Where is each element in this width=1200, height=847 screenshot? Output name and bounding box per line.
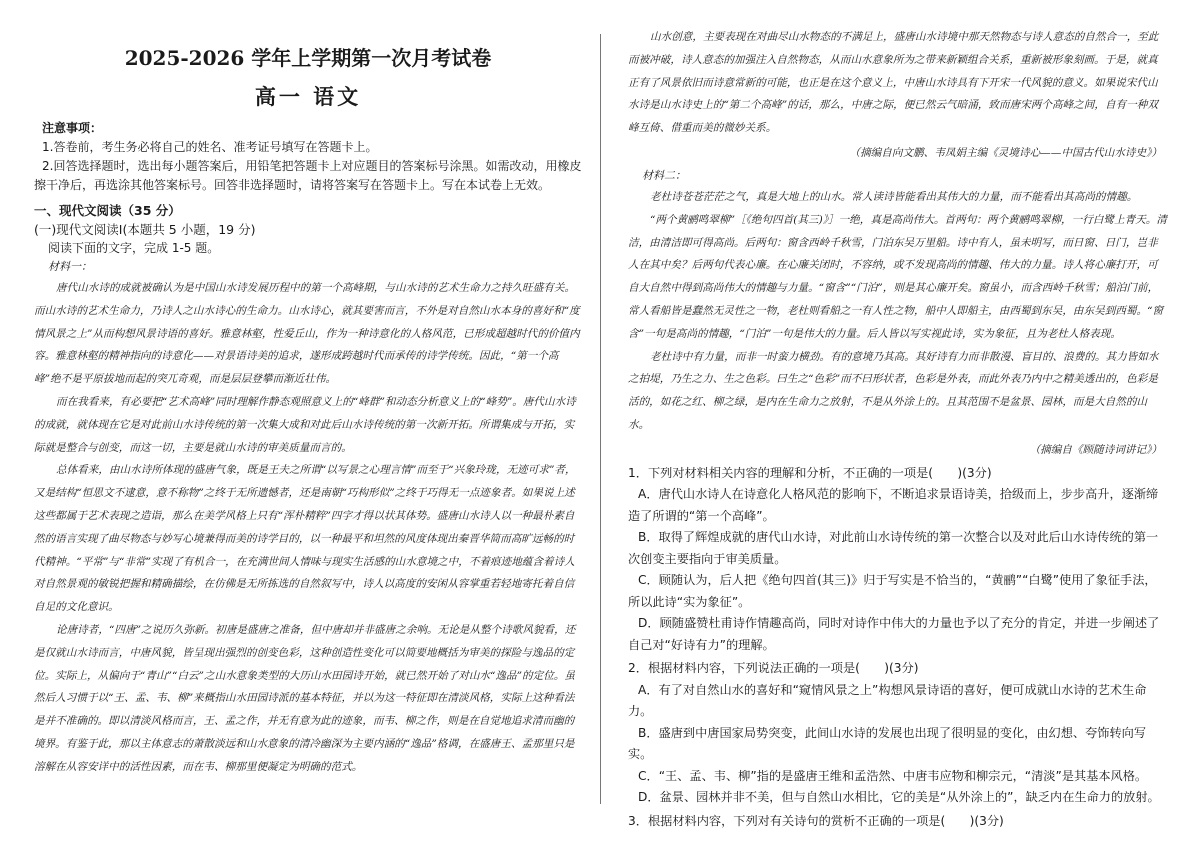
- material-paragraph: 老杜诗中有力量，而非一时蛮力横劲。有的意境乃其高。其好诗有力而非散漫、盲目的、浪费的。其力皆如水之拍堤，乃生之力、生之色彩。曰生之“色彩”而不曰形状者，色彩是外表，而此外表乃内中之精美透出的，色彩是活的，如花之红、柳之绿，是内在生命力之放射，不是从外涂上的。且其范围不是盆景、园林，而是大自然的山水。: [628, 350, 1159, 431]
- section-heading: 一、现代文阅读（35 分）: [34, 203, 181, 218]
- left-column: [34, 26, 582, 779]
- question-1: 1．下列对材料相关内容的理解和分析，不正确的一项是( )(3分): [628, 465, 992, 480]
- option-b: B．盛唐到中唐国家局势突变，此间山水诗的发展也出现了很明显的变化，由幻想、夸饰转向写实。: [628, 725, 1147, 762]
- source-citation: （摘编自《顾随诗词讲记》）: [1029, 443, 1162, 456]
- subsection-heading: (一)现代文阅读Ⅰ(本题共 5 小题，19 分): [34, 222, 256, 237]
- material-label: 材料二：: [642, 168, 686, 182]
- material-label: 材料一：: [48, 260, 92, 273]
- material-paragraph: 山水创意，主要表现在对曲尽山水物态的不满足上，盛唐山水诗境中那天然物态与诗人意态的自然合一，至此而被冲破，诗人意态的加强注入自然物态，从而山水意象所为之带来新颖组合关系，重新被形象刻画。于是，就真正有了风景依旧而诗意常新的可能，也正是在这个意义上，中唐山水诗具有下开宋一代风貌的意义。如果说宋代山水诗是山水诗史上的“第二个高峰”的话，那么，中唐之际，便已然云气暗涌，致而唐宋两个高峰之间，自有一种双峰互倚、借重而美的微妙关系。: [628, 31, 1159, 135]
- option-c: C．顾随认为，后人把《绝句四首(其三)》归于写实是不恰当的，“黄鹂”“白鹭”使用了象征手法，所以此诗“实为象征”。: [628, 573, 1157, 609]
- notice-item: 1.答卷前，考生务必将自己的姓名、准考证号填写在答题卡上。: [42, 140, 378, 154]
- column-divider: [600, 34, 601, 804]
- option-c: C．“王、孟、韦、柳”指的是盛唐王维和孟浩然、中唐韦应物和柳宗元，“清淡”是其基本风格。: [638, 768, 1148, 783]
- exam-title: 2025-2026 学年上学期第一次月考试卷: [124, 46, 492, 70]
- material-paragraph: 总体看来，由山水诗所体现的盛唐气象，既是王夫之所谓“以写景之心理言情”而至于“兴象玲珑，无迹可求”者，又是结构“恒思文不逮意，意不称物”之终于无所遗憾者，还是南朝“巧构形似”之终于巧得无一点迹象者。如果说上述这些都属于艺术表现之造诣，那么在美学风格上只有“浑朴精粹”四字才得以状其体势。盛唐山水诗人以一种最朴素自然的语言实现了曲尽物态与妙写心境兼得而美的诗学目的，以一种最平和坦然的风度体现出秦晋华简而高旷远畅的时代精神。“平常”与“非常”实现了有机合一，在充满世间人情味与现实生活感的山水意境之中，不着痕迹地蕴含着诗人对自然景观的敏锐把握和精确描绘，在仿佛是无所拣选的自然叙写中，诗人以高度的安闲从容掌重若轻地寄托着自信自足的文化意识。: [34, 464, 576, 614]
- notice-heading: 注意事项：: [42, 121, 103, 135]
- option-a: A．有了对自然山水的喜好和“窥情风景之上”构想风景诗语的喜好，便可成就山水诗的艺术生命力。: [628, 682, 1147, 719]
- right-column: [628, 26, 1168, 832]
- material-paragraph: 而在我看来，有必要把“艺术高峰”同时理解作静态观照意义上的“峰群”和动态分析意义上的“峰势”。唐代山水诗的成就，就体现在它是对此前山水诗传统的第一次集大成和对此后山水诗传统的第一次新开拓。所谓集成与开拓，实际就是整合与创变，而这一切，主要是就山水诗的审美质量而言的。: [34, 395, 576, 454]
- source-citation: （摘编自向文鹏、韦凤娟主编《灵境诗心——中国古代山水诗史》）: [849, 146, 1162, 159]
- notice-list: [34, 138, 582, 195]
- reading-instruction: 阅读下面的文字，完成 1-5 题。: [48, 241, 220, 255]
- option-a: A．唐代山水诗人在诗意化人格风范的影响下，不断追求景语诗美，拾级而上，步步高升，逐渐缔造了所谓的“第一个高峰”。: [628, 487, 1159, 523]
- material-paragraph: 唐代山水诗的成就被确认为是中国山水诗发展历程中的第一个高峰期，与山水诗的艺术生命力之持久旺盛有关。而山水诗的艺术生命力，乃诗人之山水诗心的生命力。山水诗心，就其要害而言，不外是对自然山水本身的喜好和“度情风景之上”从而构想风景诗语的喜好。雅意林壑，性爱丘山，作为一种诗意化的人格风范，已形成超越时代的价值内容。雅意林壑的精神指向的诗意化——对景语诗美的追求，遂形成跨越时代而承传的诗学传统。因此，“第一个高峰”绝不是平原拔地而起的突兀奇观，而是层层登攀而渐近壮伟。: [34, 282, 580, 386]
- question-3: 3．根据材料内容，下列对有关诗句的赏析不正确的一项是( )(3分): [628, 813, 1004, 828]
- exam-subtitle: 高一 语文: [254, 84, 362, 109]
- material-paragraph: “两个黄鹂鸣翠柳”［《绝句四首(其三)》］一绝，真是高尚伟大。首两句：两个黄鹂鸣翠柳，一行白鹭上青天。清洁，由清洁即可得高尚。后两句：窗含西岭千秋雪，门泊东吴万里船。诗中有人，虽未明写，而日窗、日门，岂非人在其中矣？后两句代表心廉。在心廉关闭时，不容纳，或不发现高尚的情趣、伟大的力量。诗人将心廉打开，可自大自然中得到高尚伟大的情趣与力量。“窗含”“门泊”，则是其心廉开矣。窗虽小，而含西岭千秋雪；船泊门前，常人看船皆是蠢然无灵性之一物，老杜则看船之一有人性之物，船中人即船主，由西蜀到东吴，由东吴到西蜀。“窗含”一句是高尚的情趣，“门泊”一句是伟大的力量。后人皆以写实视此诗，实为象征，且为老杜人格表现。: [628, 213, 1167, 340]
- notice-item: 2.回答选择题时，选出每小题答案后，用铅笔把答题卡上对应题目的答案标号涂黑。如需改动，用橡皮擦干净后，再选涂其他答案标号。回答非选择题时，请将答案写在答题卡上。写在本试卷上无效。: [34, 159, 582, 192]
- question-2: 2．根据材料内容，下列说法正确的一项是( )(3分): [628, 661, 919, 676]
- option-d: D．顾随盛赞杜甫诗作情趣高尚，同时对诗作中伟大的力量也予以了充分的肯定，并进一步阐述了自己对“好诗有力”的理解。: [628, 616, 1160, 652]
- option-d: D．盆景、园林并非不美，但与自然山水相比，它的美是“从外涂上的”，缺乏内在生命力的放射。: [638, 790, 1160, 805]
- option-b: B．取得了辉煌成就的唐代山水诗，对此前山水诗传统的第一次整合以及对此后山水诗传统的第一次创变主要指向于审美质量。: [628, 530, 1159, 566]
- material-paragraph: 老杜诗苍苍茫茫之气，真是大地上的山水。常人读诗皆能看出其伟大的力量，而不能看出其高尚的情趣。: [650, 190, 1138, 203]
- material-paragraph: 论唐诗者，“四唐”之说历久弥新。初唐是盛唐之准备，但中唐却并非盛唐之余响。无论是从整个诗歌风貌看，还是仅就山水诗而言，中唐风貌，皆呈现出强烈的创变色彩，这种创造性变化可以简要地概括为审美的探险与逸品的定位。实际上，从偏向于“青山”“白云”之山水意象类型的大历山水田园诗开始，就已然开始了对山水“逸品”的定位。虽然后人习惯于以“王、孟、韦、柳”来概指山水田园诗派的基本特征，并以为这一特征即在清淡风格，实际上这种看法是并不准确的。即以清淡风格而言，王、孟之作，并无有意为此的迹象，而韦、柳之作，则是在自觉地追求清而幽的境界。有鉴于此，那以主体意志的萧散淡远和山水意象的清冷幽深为主要内涵的“逸品”格调，在盛唐王、孟那里只是溶解在从容安详中的活性因素，而在韦、柳那里便凝定为明确的范式。: [34, 623, 576, 773]
